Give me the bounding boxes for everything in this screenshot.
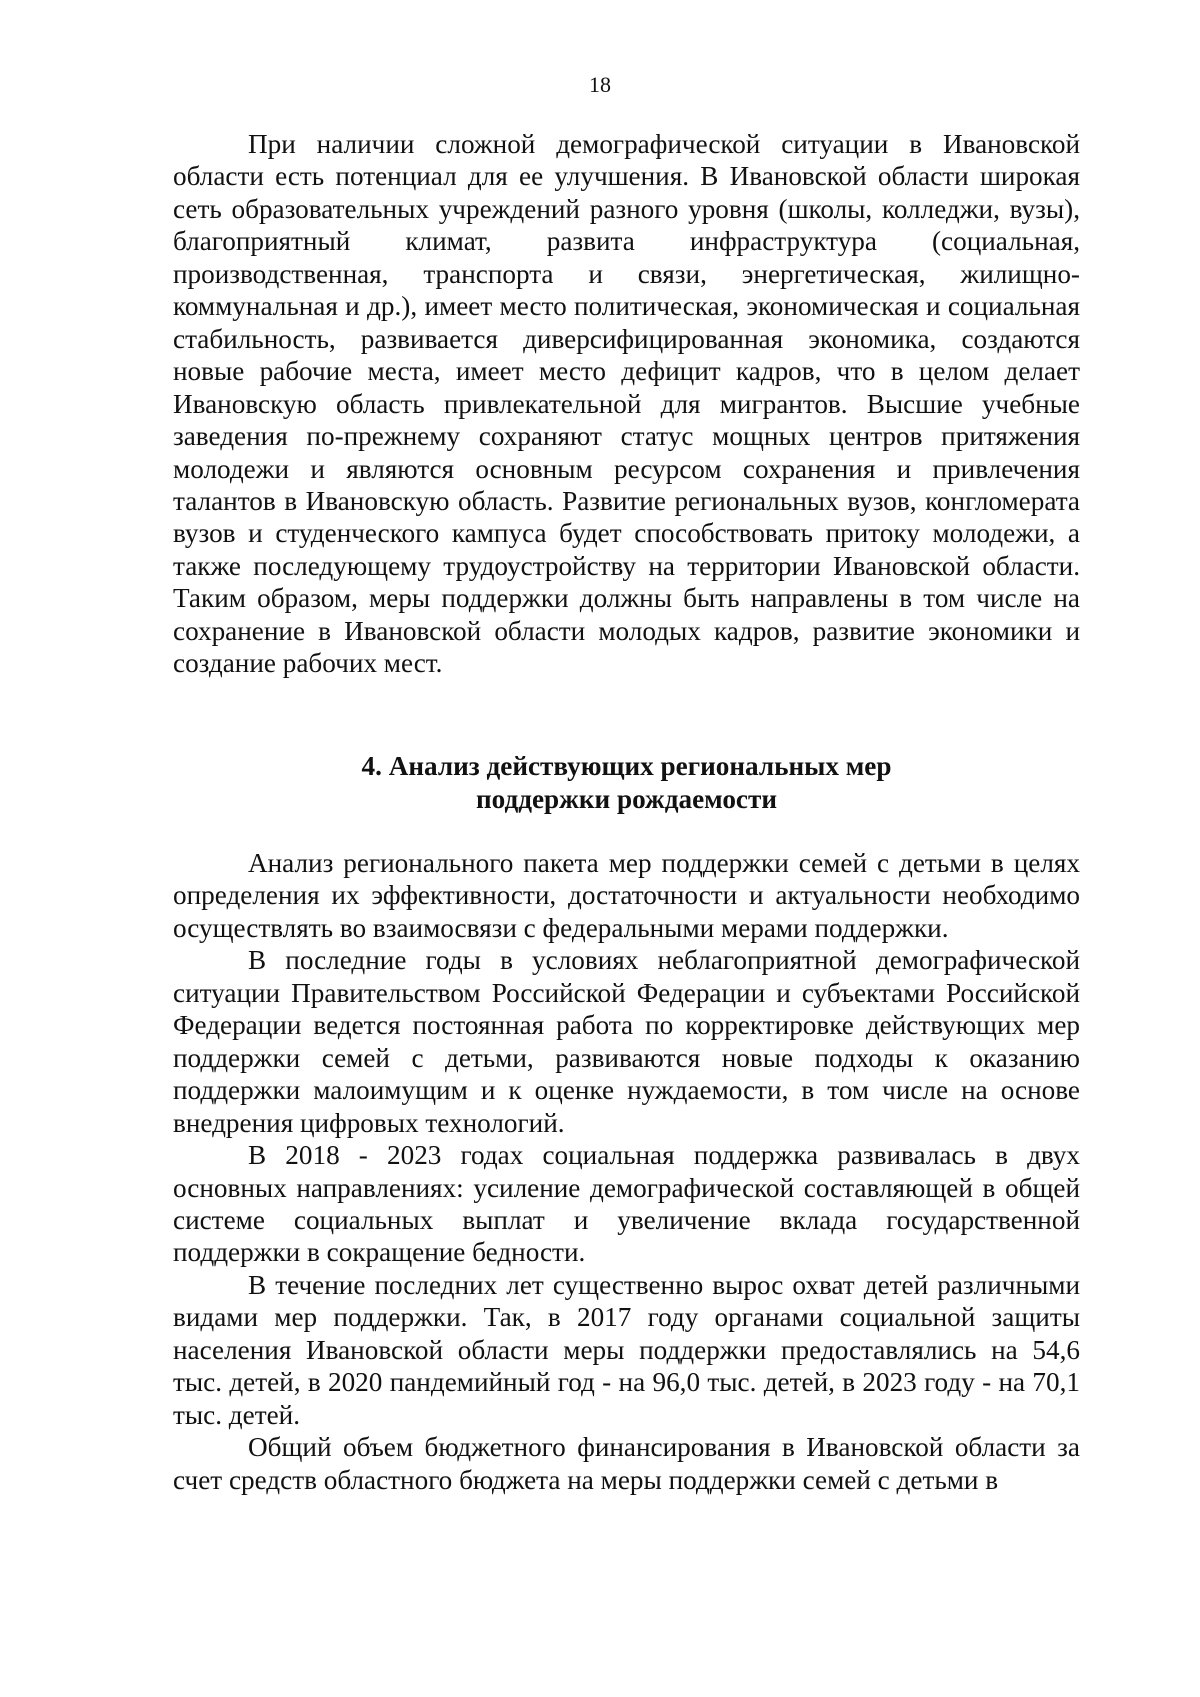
paragraph-recent-years: В последние годы в условиях неблагоприятной демографической ситуации Правительством Российской Федерации и субъектами Российской Федерации ведется постоянная работа по корректировке действующих мер поддержки семей с детьми, развиваются новые подходы к оказанию поддержки малоимущим и к оценке нуждаемости, в том числе на основе внедрения цифровых технологий.: [173, 945, 1080, 1138]
section-heading: [173, 750, 1080, 815]
intro-section: [173, 128, 1080, 680]
paragraph-coverage-growth: В течение последних лет существенно вырос охват детей различными видами мер поддержки. Так, в 2017 году органами социальной защиты населения Ивановской области меры поддержки предоставлялись на 54,6 тыс. детей, в 2020 пандемийный год - на 96,0 тыс. детей, в 2023 году - на 70,1 тыс. детей.: [173, 1269, 1080, 1430]
section-heading-line-2: поддержки рождаемости: [475, 783, 777, 814]
section-heading-line-1: 4. Анализ действующих региональных мер: [361, 751, 892, 781]
paragraph-analysis-package: Анализ регионального пакета мер поддержки семей с детьми в целях определения их эффективности, достаточности и актуальности необходимо осуществлять во взаимосвязи с федеральными мерами поддержки.: [173, 848, 1080, 943]
section-4-body: [173, 847, 1080, 1496]
paragraph-budget-financing: Общий объем бюджетного финансирования в Ивановской области за счет средств областного бюджета на меры поддержки семей с детьми в: [173, 1432, 1080, 1495]
paragraph-demographic-potential: При наличии сложной демографической ситуации в Ивановской области есть потенциал для ее улучшения. В Ивановской области широкая сеть образовательных учреждений разного уровня (школы, колледжи, вузы), благоприятный климат, развита инфраструктура (социальная, производственная, транспорта и связи, энергетическая, жилищно-коммунальная и др.), имеет место политическая, экономическая и социальная стабильность, развивается диверсифицированная экономика, создаются новые рабочие места, имеет место дефицит кадров, что в целом делает Ивановскую область привлекательной для мигрантов. Высшие учебные заведения по-прежнему сохраняют статус мощных центров притяжения молодежи и являются основным ресурсом сохранения и привлечения талантов в Ивановскую область. Развитие региональных вузов, конгломерата вузов и студенческого кампуса будет способствовать притоку молодежи, а также последующему трудоустройству на территории Ивановской области. Таким образом, меры поддержки должны быть направлены в том числе на сохранение в Ивановской области молодых кадров, развитие экономики и создание рабочих мест.: [173, 129, 1080, 679]
paragraph-2018-2023: В 2018 - 2023 годах социальная поддержка развивалась в двух основных направлениях: усиление демографической составляющей в общей системе социальных выплат и увеличение вклада государственной поддержки в сокращение бедности.: [173, 1140, 1080, 1268]
page-number: 18: [589, 72, 611, 97]
